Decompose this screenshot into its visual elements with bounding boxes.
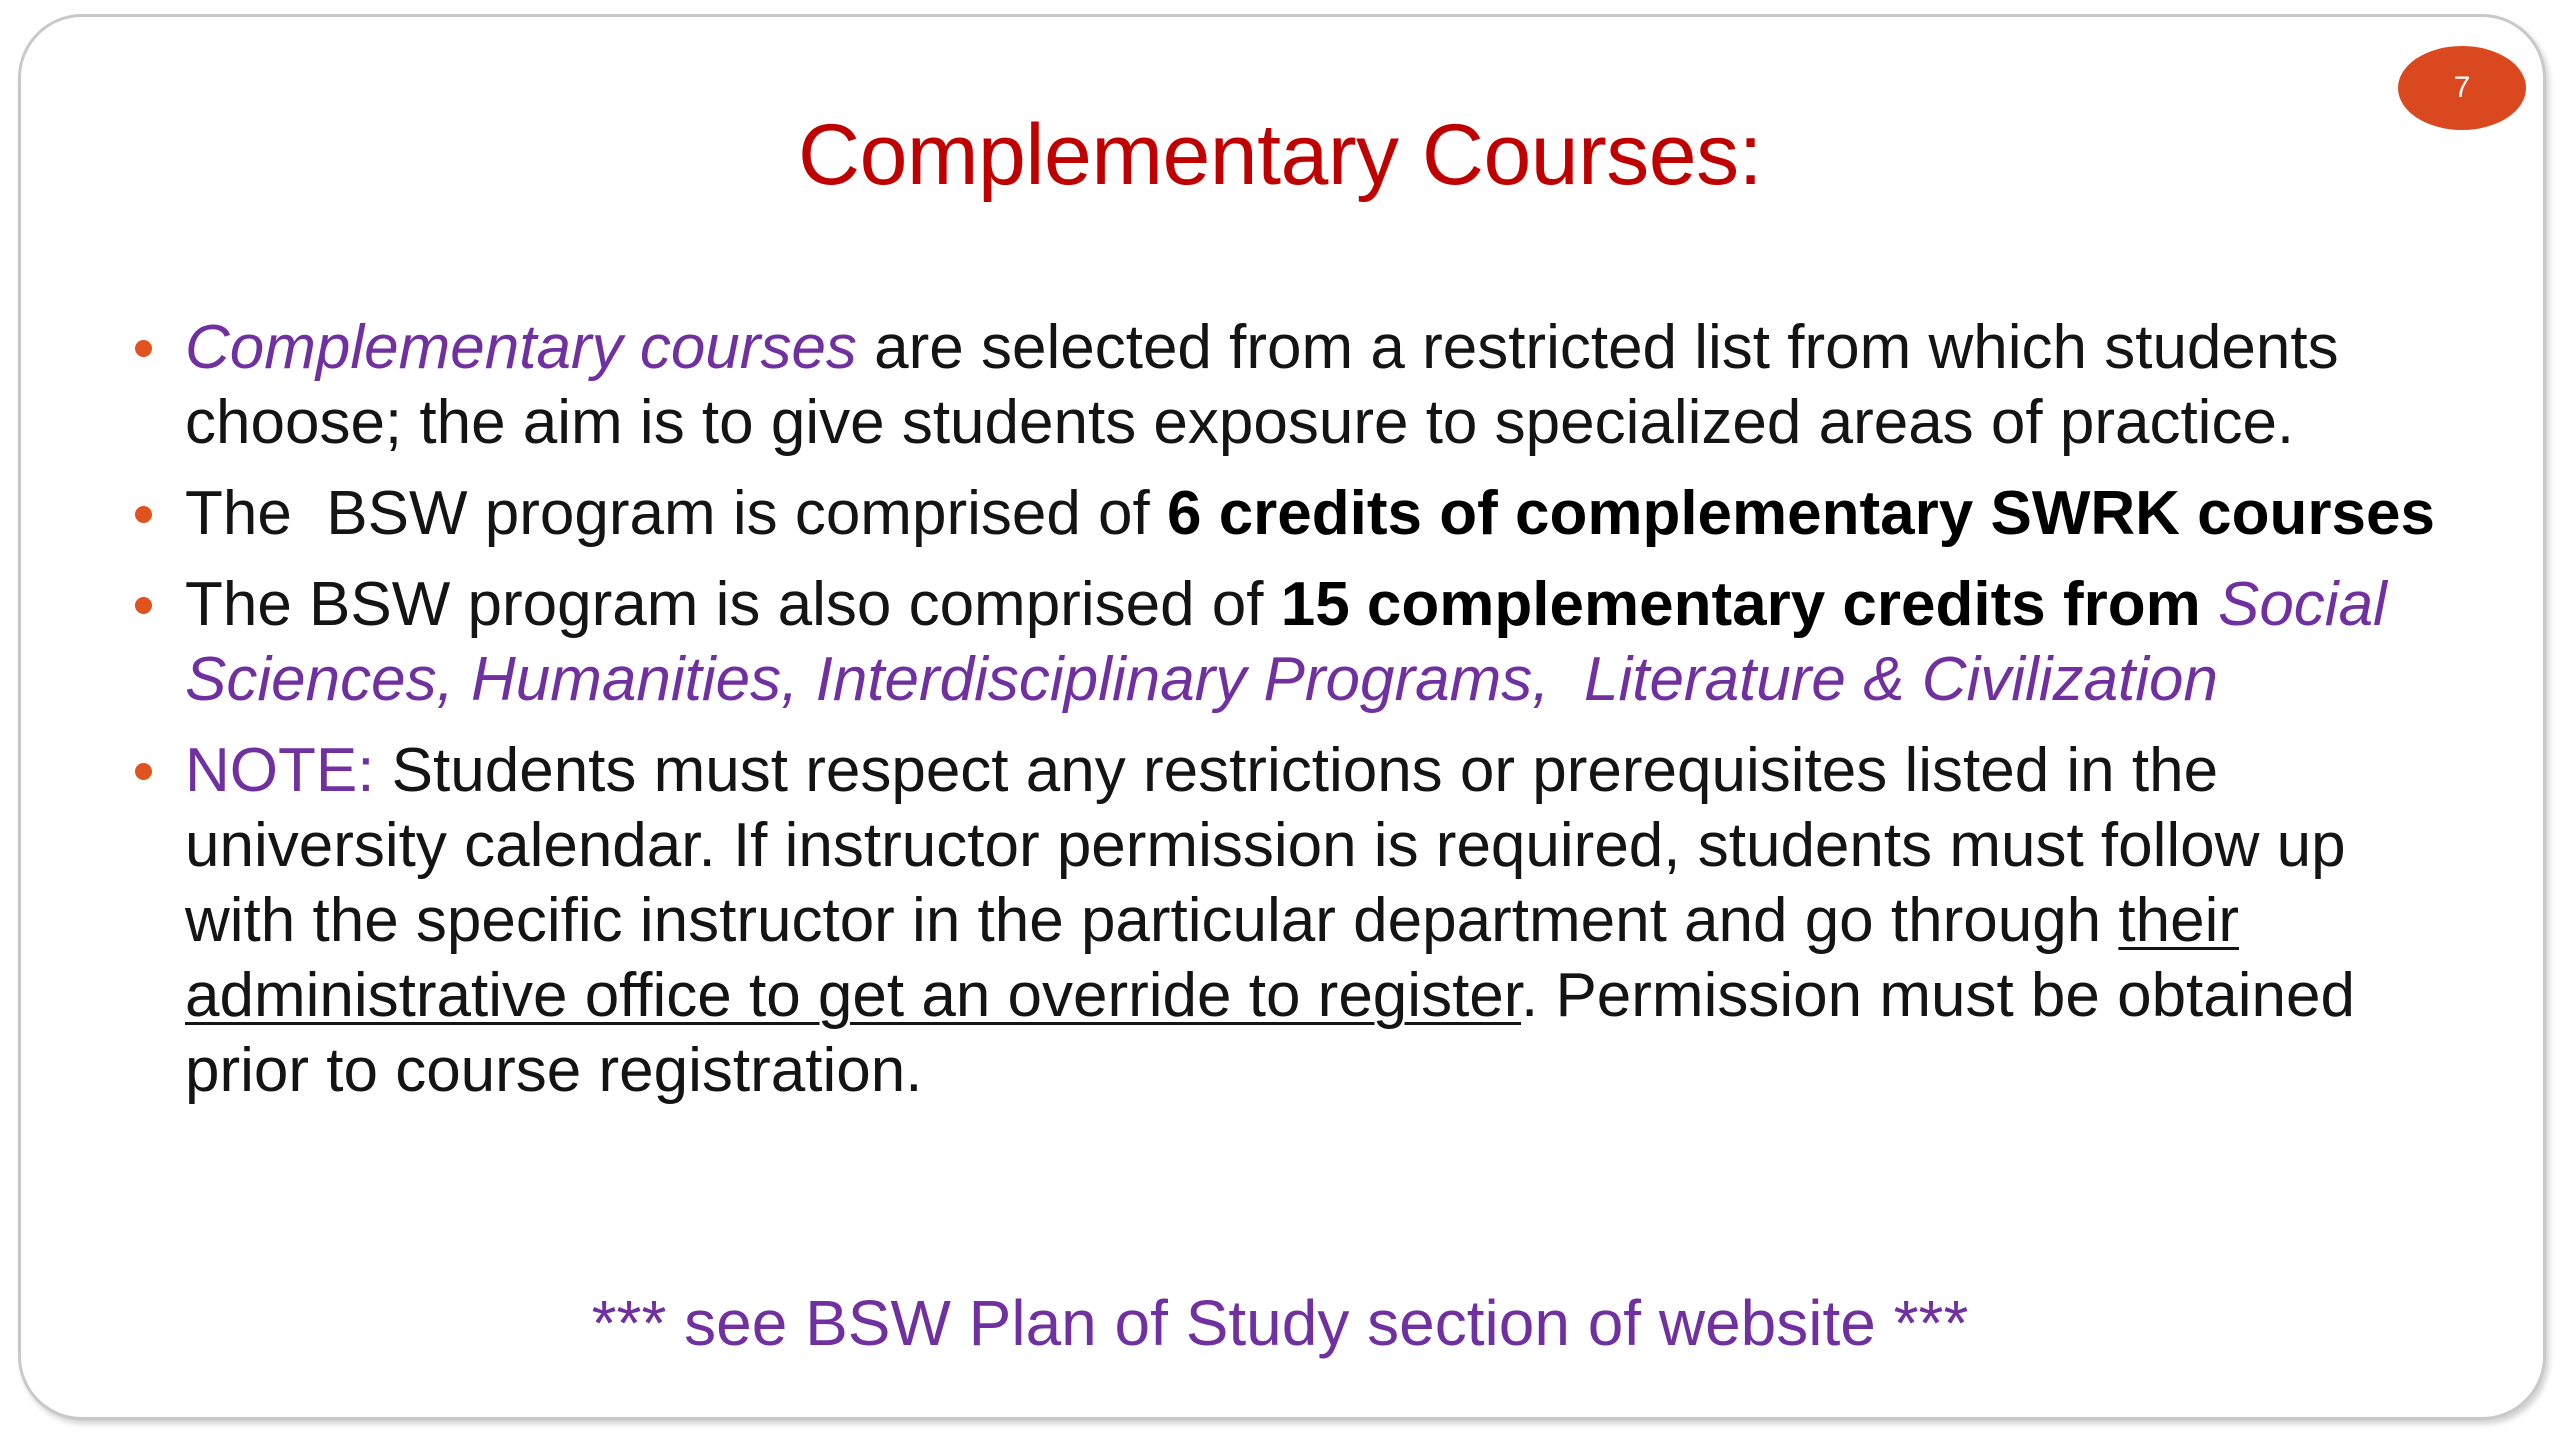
underlined-override-text: their administrative office to get an override to register (185, 886, 2239, 1030)
page-number: 7 (2453, 71, 2471, 104)
bullet-text: The BSW program is comprised of (185, 479, 1167, 548)
bullet-list (130, 310, 2470, 1124)
bullet-tail-text: . Permission must be obtained prior to course registration. (185, 961, 2355, 1105)
bullet-text: The BSW program is also comprised of (185, 570, 1281, 639)
note-label: NOTE: (185, 736, 375, 805)
bold-swrk-credits: 6 credits of complementary SWRK courses (1166, 479, 2435, 548)
slide-title: Complementary Courses: (797, 107, 1763, 203)
bullet-dot-icon (135, 506, 152, 523)
footer-note: *** see BSW Plan of Study section of website *** (591, 1287, 1969, 1359)
bullet-text: Students must respect any restrictions or prerequisites listed in the university calendar. If instructor permission is required, students must follow up with the specific instructor in the particular department and go through (185, 736, 2346, 955)
bullet-item-note (130, 733, 2470, 1108)
subject-areas: Social Sciences, Humanities, Interdisciplinary Programs, Literature & Civilization (185, 570, 2405, 714)
bold-complementary-credits: 15 complementary credits from (1280, 570, 2218, 639)
bullet-item-complementary-credits (130, 567, 2470, 717)
bullet-text: are selected from a restricted list from which students choose; the aim is to give students exposure to specialized areas of practice. (185, 313, 2339, 457)
bullet-dot-icon (135, 763, 152, 780)
bullet-item-complementary-courses (130, 310, 2470, 460)
bullet-dot-icon (135, 597, 152, 614)
term-complementary-courses: Complementary courses (185, 313, 857, 382)
bullet-dot-icon (135, 340, 152, 357)
bullet-item-swrk-credits (130, 476, 2470, 551)
